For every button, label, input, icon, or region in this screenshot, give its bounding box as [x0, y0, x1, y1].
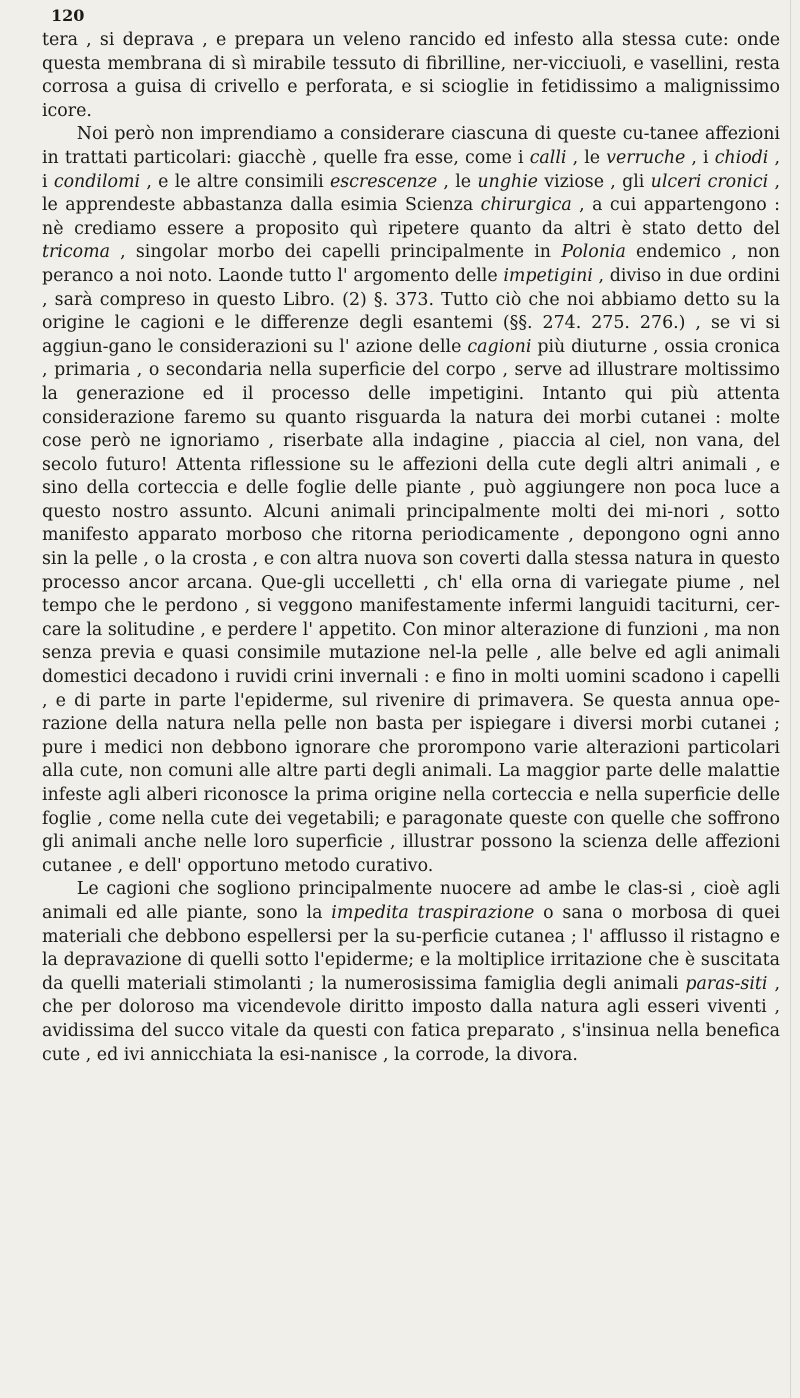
italic-term: ulceri cronici: [650, 171, 769, 192]
text-run: , che per doloroso ma vicendevole diritto imposto dalla natura agli esseri viventi , avidissima del succo vitale da questi con fatica preparato , s'insinua nella benefica cute , ed ivi annicchiata la esi-nanisce , la corrode, la divora.: [42, 973, 781, 1065]
page-edge-shadow: [790, 0, 791, 1398]
text-run: , le apprendeste abbastanza dalla esimia Scienza: [42, 171, 780, 216]
italic-term: verruche: [606, 147, 686, 168]
text-run: , diviso in due ordini , sarà compreso in questo Libro. (2) §. 373. Tutto ciò che noi abbiamo detto su la origine le cagioni e le differenze degli esantemi (§§. 274. 275. 276.) , se vi si aggiun-gano le considerazioni su l' azione delle: [42, 265, 780, 357]
text-run: , le: [566, 147, 607, 168]
text-run: più diuturne , ossia cronica , primaria , o secondaria nella superficie del corpo , serve ad illustrare moltissimo la generazione ed il processo delle impetigini. Intanto qui più attenta considerazione faremo su quanto risguarda la natura dei morbi cutanei : molte cose però ne ignoriamo , riserbate alla indagine , piaccia al ciel, non vana, del secolo futuro! Attenta riflessione su le affezioni della cute degli altri animali , e sino della corteccia e delle foglie delle piante , può aggiungere non poca luce a questo nostro assunto. Alcuni animali principalmente molti dei mi-nori , sotto manifesto apparato morboso che ritorna periodicamente , depongono ogni anno sin la pelle , o la crosta , e con altra nuova son coverti dalla stessa natura in questo processo ancor arcana. Que-gli uccelletti , ch' ella orna di variegate piume , nel tempo che le perdono , si veggono manifestamente infermi languidi taciturni, cer-care la solitudine , e perdere l' appetito. Con minor alterazione di funzioni , ma non senza previa e quasi consimile mutazione nel-la pelle , alle belve ed agli animali domestici decadono i ruvidi crini invernali : e fino in molti uomini scadono i capelli , e di parte in parte l'epiderme, sul rivenire di primavera. Se questa annua ope-razione della natura nella pelle non basta per ispiegare i diversi morbi cutanei ; pure i medici non debbono ignorare che prorompono varie alterazioni particolari alla cute, non comuni alle altre parti degli animali. La maggior parte delle malattie infeste agli alberi riconosce la prima origine nella corteccia e nella superficie delle foglie , come nella cute dei vegetabili; e paragonate queste con quelle che soffrono gli animali anche nelle loro superficie , illustrar possono la scienza delle affezioni cutanee , e dell' opportuno metodo curativo.: [42, 336, 780, 876]
italic-term: chirurgica: [480, 195, 572, 216]
text-run: , le: [437, 171, 478, 192]
text-run: , i: [685, 147, 715, 168]
italic-term: cagioni: [467, 336, 532, 357]
text-run: Le cagioni che sogliono principalmente nuocere ad ambe le clas-si , cioè agli animali ed alle piante, sono la: [42, 879, 780, 923]
paragraph-causes: [42, 878, 780, 1067]
italic-term: calli: [529, 147, 567, 168]
page-number: 120: [51, 6, 85, 25]
paragraph-cutaneous-affections: [42, 123, 780, 878]
italic-term: tricoma: [42, 242, 110, 263]
text-run: , a cui appartengono : nè crediamo essere a proposito quì ripetere quanto da altri è stato detto del: [42, 195, 781, 239]
text-run: Noi però non imprendiamo a considerare ciascuna di queste cu-tanee affezioni in trattati particolari: giacchè , quelle fra esse, come i: [42, 124, 780, 168]
italic-term: impetigini: [503, 265, 593, 286]
text-run: , i: [42, 147, 780, 192]
italic-term: Polonia: [561, 242, 626, 263]
paragraph-continuation: [42, 29, 780, 123]
body-text: [42, 29, 780, 1067]
text-run: endemico , non peranco a noi noto. Laonde tutto l' argomento delle: [42, 242, 780, 286]
italic-term: condilomi: [53, 171, 141, 192]
italic-term: unghie: [477, 171, 538, 192]
text-run: , e le altre consimili: [140, 171, 330, 192]
text-run: viziose , gli: [537, 171, 651, 192]
text-run: o sana o morbosa di quei materiali che debbono espellersi per la su-perficie cutanea ; l' afflusso il ristagno e la depravazione di quelli sotto l'epiderme; e la moltiplice irritazione che è suscitata da quelli materiali stimolanti ; la numerosissima famiglia degli animali: [42, 902, 780, 994]
text-run: tera , si deprava , e prepara un veleno rancido ed infesto alla stessa cute: onde questa membrana di sì mirabile tessuto di fibrilline, ner-vicciuoli, e vasellini, resta corrosa a guisa di crivello e perforata, e si scioglie in fetidissimo a malignissimo icore.: [42, 30, 780, 121]
text-run: , singolar morbo dei capelli principalmente in: [109, 242, 562, 263]
italic-term: paras-siti: [685, 973, 768, 994]
italic-term: escrescenze: [329, 171, 438, 192]
italic-term: chiodi: [714, 147, 769, 168]
italic-term: impedita traspirazione: [331, 902, 535, 923]
